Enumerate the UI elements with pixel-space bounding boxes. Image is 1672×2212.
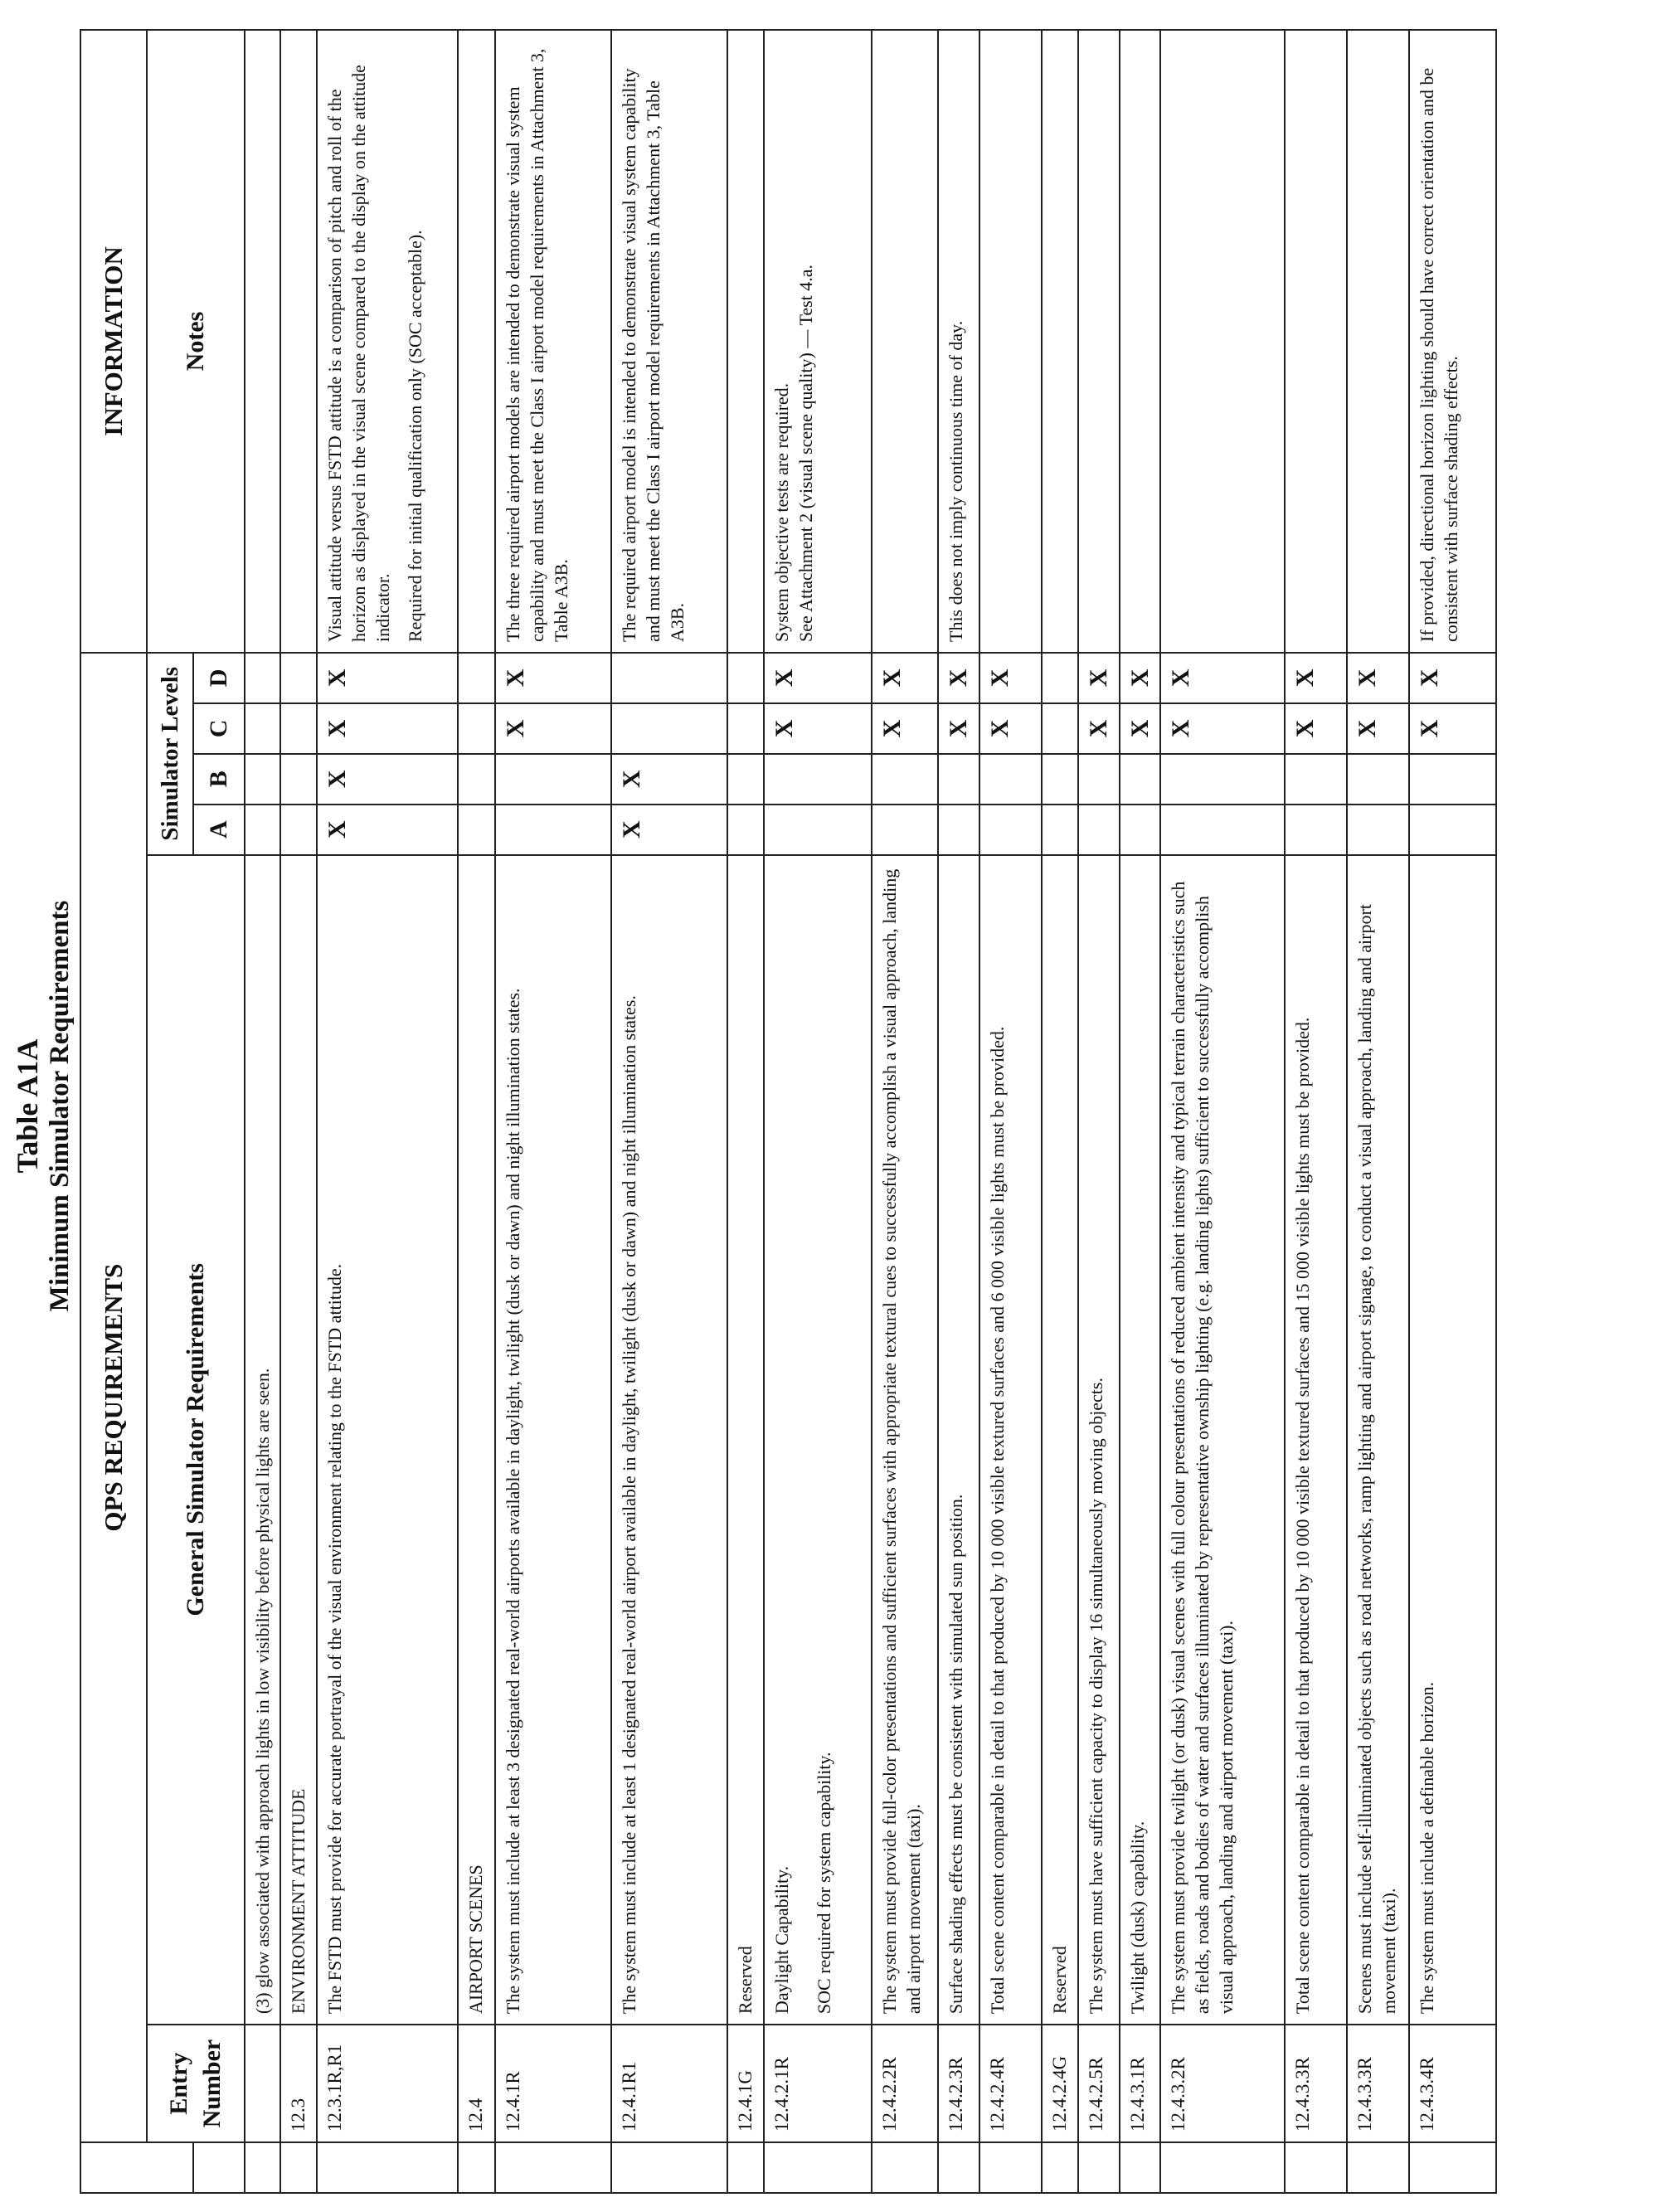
level-d-mark: X bbox=[1078, 653, 1120, 703]
table-row bbox=[872, 30, 938, 2193]
level-b-mark bbox=[1078, 754, 1120, 805]
level-a-mark bbox=[458, 805, 494, 855]
level-a-mark bbox=[245, 805, 280, 855]
table-row bbox=[1285, 30, 1347, 2193]
requirement-text bbox=[495, 855, 611, 2025]
entry-number: 12.3.1R,R1 bbox=[317, 2025, 458, 2142]
level-a-mark bbox=[1347, 805, 1409, 855]
margin-cell bbox=[727, 2142, 764, 2193]
requirement-line: The system must include a definable horizon. bbox=[1417, 1681, 1438, 2015]
note-paragraph: Visual attitude versus FSTD attitude is a comparison of pitch and roll of the horizon as displayed in the visual scene compared to the display on the attitude indicator. bbox=[324, 65, 394, 642]
requirement-line: Twilight (dusk) capability. bbox=[1126, 1821, 1148, 2015]
notes-cell bbox=[1120, 30, 1161, 653]
requirement-line bbox=[794, 866, 812, 2015]
requirement-text bbox=[727, 855, 764, 2025]
level-b-header: B bbox=[193, 754, 245, 805]
level-a-mark bbox=[1042, 805, 1078, 855]
level-a-mark bbox=[727, 805, 764, 855]
requirement-text bbox=[1042, 855, 1078, 2025]
level-a-mark bbox=[1160, 805, 1285, 855]
level-c-mark bbox=[280, 703, 317, 754]
notes-cell bbox=[1347, 30, 1409, 653]
requirement-line: The system must provide twilight (or dusk) visual scenes with full colour presentations of reduced ambient intensity and typical terrain characteristics such as fields, roads and bodies of water and surfaces illuminated by representative ownship lighting (e.g. landing lights) sufficient to successfully accomplish visual approach, landing and airport movement (taxi). bbox=[1168, 881, 1237, 2015]
table-row bbox=[280, 30, 317, 2193]
level-b-mark bbox=[979, 754, 1042, 805]
table-row bbox=[1409, 30, 1496, 2193]
level-c-mark: X bbox=[764, 703, 872, 754]
requirement-text bbox=[979, 855, 1042, 2025]
entry-number: 12.4.3.3R bbox=[1285, 2025, 1347, 2142]
entry-number: 12.4.2.4R bbox=[979, 2025, 1042, 2142]
level-b-mark bbox=[727, 754, 764, 805]
margin-header-2 bbox=[193, 2142, 245, 2193]
requirement-text bbox=[1347, 855, 1409, 2025]
requirement-text bbox=[1078, 855, 1120, 2025]
margin-cell bbox=[1078, 2142, 1120, 2193]
requirement-text bbox=[1120, 855, 1161, 2025]
level-b-mark bbox=[245, 754, 280, 805]
requirement-line: Reserved bbox=[1048, 1946, 1070, 2015]
level-d-mark: X bbox=[872, 653, 938, 703]
margin-cell bbox=[1160, 2142, 1285, 2193]
level-d-mark bbox=[727, 653, 764, 703]
notes-cell bbox=[979, 30, 1042, 653]
level-b-mark: X bbox=[317, 754, 458, 805]
margin-header bbox=[80, 2142, 193, 2193]
requirement-line: Reserved bbox=[734, 1946, 756, 2015]
level-d-mark bbox=[611, 653, 727, 703]
margin-cell bbox=[317, 2142, 458, 2193]
table-row bbox=[245, 30, 280, 2193]
notes-cell bbox=[1160, 30, 1285, 653]
table-row bbox=[495, 30, 611, 2193]
level-d-mark bbox=[245, 653, 280, 703]
margin-cell bbox=[1347, 2142, 1409, 2193]
level-c-mark: X bbox=[1347, 703, 1409, 754]
table-row bbox=[458, 30, 494, 2193]
level-a-mark bbox=[1078, 805, 1120, 855]
requirement-line: Total scene content comparable in detail to that produced by 10 000 visible textured surfaces and 6 000 visible lights must be provided. bbox=[986, 1026, 1008, 2015]
requirement-line: Daylight Capability. bbox=[771, 1865, 793, 2015]
level-c-mark bbox=[611, 703, 727, 754]
level-a-mark bbox=[280, 805, 317, 855]
level-a-mark bbox=[1120, 805, 1161, 855]
requirement-line: Scenes must include self-illuminated objects such as road networks, ramp lighting and airport signage, to conduct a visual approach, landing and airport movement (taxi). bbox=[1354, 904, 1400, 2015]
level-c-mark bbox=[245, 703, 280, 754]
level-b-mark bbox=[1120, 754, 1161, 805]
level-d-mark: X bbox=[938, 653, 979, 703]
notes-cell bbox=[1042, 30, 1078, 653]
level-d-mark: X bbox=[1120, 653, 1161, 703]
level-b-mark bbox=[280, 754, 317, 805]
level-d-mark: X bbox=[317, 653, 458, 703]
level-a-mark: X bbox=[317, 805, 458, 855]
requirement-line: SOC required for system capability. bbox=[814, 1752, 835, 2015]
general-requirements-header: General Simulator Requirements bbox=[147, 855, 245, 2025]
level-a-mark bbox=[764, 805, 872, 855]
margin-cell bbox=[1120, 2142, 1161, 2193]
notes-cell bbox=[317, 30, 458, 653]
table-row bbox=[317, 30, 458, 2193]
level-d-mark: X bbox=[1160, 653, 1285, 703]
entry-number: 12.4.3.3R bbox=[1347, 2025, 1409, 2142]
level-d-mark bbox=[458, 653, 494, 703]
note-paragraph: This does not imply continuous time of day. bbox=[945, 320, 967, 642]
requirement-line: The system must include at least 3 designated real-world airports available in daylight, twilight (dusk or dawn) and night illumination states. bbox=[502, 988, 523, 2015]
table-row bbox=[727, 30, 764, 2193]
table-row bbox=[1160, 30, 1285, 2193]
notes-cell bbox=[727, 30, 764, 653]
entry-number: 12.4.2.5R bbox=[1078, 2025, 1120, 2142]
table-subtitle: Minimum Simulator Requirements bbox=[45, 900, 75, 1312]
margin-cell bbox=[280, 2142, 317, 2193]
table-body bbox=[245, 30, 1496, 2193]
notes-cell bbox=[1078, 30, 1120, 653]
level-c-mark bbox=[458, 703, 494, 754]
note-paragraph: The three required airport models are intended to demonstrate visual system capability and must meet the Class I airport model requirements in Attachment 3, Table A3B. bbox=[502, 48, 571, 642]
entry-number: 12.4.2.4G bbox=[1042, 2025, 1078, 2142]
level-a-mark bbox=[1409, 805, 1496, 855]
requirement-text bbox=[280, 855, 317, 2025]
level-c-mark: X bbox=[979, 703, 1042, 754]
requirement-line: Total scene content comparable in detail to that produced by 10 000 visible textured surfaces and 15 000 visible lights must be provided. bbox=[1292, 1017, 1314, 2015]
level-c-mark: X bbox=[1409, 703, 1496, 754]
level-a-mark bbox=[1285, 805, 1347, 855]
entry-number: 12.3 bbox=[280, 2025, 317, 2142]
entry-number: 12.4.1G bbox=[727, 2025, 764, 2142]
margin-cell bbox=[611, 2142, 727, 2193]
level-d-mark bbox=[1042, 653, 1078, 703]
level-b-mark bbox=[764, 754, 872, 805]
table-row bbox=[1120, 30, 1161, 2193]
requirement-line: The system must have sufficient capacity to display 16 simultaneously moving objects. bbox=[1086, 1378, 1107, 2015]
entry-number: 12.4.3.4R bbox=[1409, 2025, 1496, 2142]
margin-cell bbox=[938, 2142, 979, 2193]
note-paragraph: If provided, directional horizon lighting should have correct orientation and be consistent with surface shading effects. bbox=[1417, 67, 1462, 642]
note-paragraph: System objective tests are required. See Attachment 2 (visual scene quality) — Test 4.a. bbox=[771, 264, 817, 642]
table-row bbox=[938, 30, 979, 2193]
level-b-mark bbox=[872, 754, 938, 805]
requirement-line: ENVIRONMENT ATTITUDE bbox=[288, 1788, 309, 2015]
level-d-mark: X bbox=[1347, 653, 1409, 703]
level-d-header: D bbox=[193, 653, 245, 703]
entry-number: 12.4 bbox=[458, 2025, 494, 2142]
level-c-mark: X bbox=[872, 703, 938, 754]
notes-cell bbox=[245, 30, 280, 653]
level-a-header: A bbox=[193, 805, 245, 855]
entry-number: 12.4.2.1R bbox=[764, 2025, 872, 2142]
information-header: INFORMATION bbox=[80, 30, 147, 653]
notes-cell bbox=[495, 30, 611, 653]
requirement-text bbox=[611, 855, 727, 2025]
level-b-mark bbox=[1160, 754, 1285, 805]
level-a-mark bbox=[979, 805, 1042, 855]
requirement-text bbox=[1160, 855, 1285, 2025]
margin-cell bbox=[1042, 2142, 1078, 2193]
margin-cell bbox=[458, 2142, 494, 2193]
requirement-text bbox=[458, 855, 494, 2025]
notes-cell bbox=[458, 30, 494, 653]
level-d-mark bbox=[280, 653, 317, 703]
note-paragraph: Required for initial qualification only (SOC acceptable). bbox=[405, 230, 426, 642]
level-b-mark: X bbox=[611, 754, 727, 805]
entry-number: 12.4.2.2R bbox=[872, 2025, 938, 2142]
entry-number-header: Entry Number bbox=[147, 2025, 245, 2142]
notes-cell bbox=[764, 30, 872, 653]
requirement-text bbox=[245, 855, 280, 2025]
requirement-line: (3) glow associated with approach lights in low visibility before physical lights are seen. bbox=[252, 1368, 273, 2015]
level-a-mark bbox=[872, 805, 938, 855]
level-d-mark: X bbox=[1285, 653, 1347, 703]
simulator-levels-header: Simulator Levels bbox=[147, 653, 193, 855]
level-c-mark: X bbox=[1285, 703, 1347, 754]
level-b-mark bbox=[1347, 754, 1409, 805]
level-b-mark bbox=[458, 754, 494, 805]
level-d-mark: X bbox=[764, 653, 872, 703]
level-c-mark: X bbox=[1078, 703, 1120, 754]
level-b-mark bbox=[495, 754, 611, 805]
margin-cell bbox=[764, 2142, 872, 2193]
requirement-text bbox=[1409, 855, 1496, 2025]
margin-cell bbox=[245, 2142, 280, 2193]
requirements-table bbox=[80, 29, 1497, 2194]
level-c-mark: X bbox=[317, 703, 458, 754]
margin-cell bbox=[1409, 2142, 1496, 2193]
level-c-mark bbox=[727, 703, 764, 754]
level-c-mark: X bbox=[1160, 703, 1285, 754]
notes-cell bbox=[1285, 30, 1347, 653]
requirement-line: The system must include at least 1 designated real-world airport available in daylight, twilight (dusk or dawn) and night illumination states. bbox=[618, 995, 639, 2015]
level-c-header: C bbox=[193, 703, 245, 754]
level-a-mark bbox=[938, 805, 979, 855]
notes-cell bbox=[1409, 30, 1496, 653]
table-row bbox=[611, 30, 727, 2193]
notes-cell bbox=[872, 30, 938, 653]
table-row bbox=[1078, 30, 1120, 2193]
requirement-line: The system must provide full-color presentations and sufficient surfaces with appropriate textural cues to successfully accomplish a visual approach, landing and airport movement (taxi). bbox=[879, 868, 925, 2015]
entry-number: 12.4.3.1R bbox=[1120, 2025, 1161, 2142]
entry-number bbox=[245, 2025, 280, 2142]
level-a-mark bbox=[495, 805, 611, 855]
entry-number: 12.4.3.2R bbox=[1160, 2025, 1285, 2142]
margin-cell bbox=[495, 2142, 611, 2193]
requirement-text bbox=[872, 855, 938, 2025]
table-row bbox=[1347, 30, 1409, 2193]
level-b-mark bbox=[1042, 754, 1078, 805]
requirement-line: Surface shading effects must be consistent with simulated sun position. bbox=[945, 1494, 967, 2015]
requirement-line: AIRPORT SCENES bbox=[465, 1864, 487, 2015]
entry-number: 12.4.1R bbox=[495, 2025, 611, 2142]
level-b-mark bbox=[1285, 754, 1347, 805]
note-paragraph: The required airport model is intended to demonstrate visual system capability and must meet the Class I airport model requirements in Attachment 3, Table A3B. bbox=[618, 68, 688, 642]
table-row bbox=[764, 30, 872, 2193]
table-title: Table A1A bbox=[11, 1038, 44, 1174]
table-row bbox=[979, 30, 1042, 2193]
level-c-mark: X bbox=[938, 703, 979, 754]
margin-cell bbox=[1285, 2142, 1347, 2193]
requirement-text bbox=[317, 855, 458, 2025]
margin-cell bbox=[872, 2142, 938, 2193]
qps-requirements-header: QPS REQUIREMENTS bbox=[80, 653, 147, 2142]
level-a-mark: X bbox=[611, 805, 727, 855]
level-c-mark bbox=[1042, 703, 1078, 754]
notes-cell bbox=[938, 30, 979, 653]
entry-number: 12.4.2.3R bbox=[938, 2025, 979, 2142]
level-d-mark: X bbox=[495, 653, 611, 703]
entry-number: 12.4.1R1 bbox=[611, 2025, 727, 2142]
level-b-mark bbox=[938, 754, 979, 805]
level-b-mark bbox=[1409, 754, 1496, 805]
requirement-text bbox=[938, 855, 979, 2025]
level-d-mark: X bbox=[979, 653, 1042, 703]
level-c-mark: X bbox=[1120, 703, 1161, 754]
level-c-mark: X bbox=[495, 703, 611, 754]
requirement-text bbox=[764, 855, 872, 2025]
notes-cell bbox=[280, 30, 317, 653]
level-d-mark: X bbox=[1409, 653, 1496, 703]
requirement-text bbox=[1285, 855, 1347, 2025]
table-row bbox=[1042, 30, 1078, 2193]
notes-cell bbox=[611, 30, 727, 653]
margin-cell bbox=[979, 2142, 1042, 2193]
notes-header: Notes bbox=[147, 30, 245, 653]
requirement-line: The FSTD must provide for accurate portrayal of the visual environment relating to the FSTD attitude. bbox=[324, 1263, 346, 2015]
